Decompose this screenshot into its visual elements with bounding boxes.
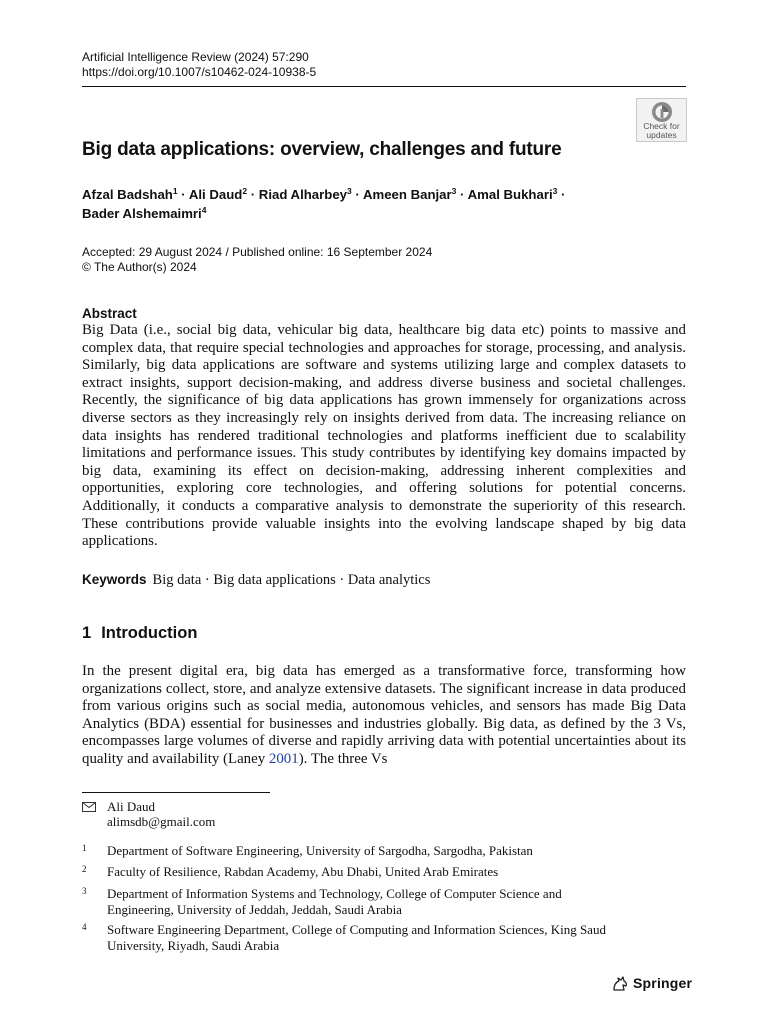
check-for-updates-badge[interactable] [636, 98, 687, 142]
affiliation-text: Department of Software Engineering, University of Sargodha, Sargodha, Pakistan [107, 843, 533, 858]
envelope-icon [82, 802, 96, 812]
affiliation-text: Department of Information Systems and Technology, College of Computer Science and Engineering, University of Jeddah, Jeddah, Saudi Arabia [107, 886, 562, 917]
author-name: Afzal Badshah [82, 187, 173, 202]
author-separator: · [247, 187, 259, 202]
author-name: Ameen Banjar [362, 187, 452, 202]
author-affiliation-marker: 3 [552, 186, 558, 196]
keywords-label: Keywords [82, 572, 147, 587]
paper-title: Big data applications: overview, challenges and future [82, 139, 562, 160]
author-name: Amal Bukhari [467, 187, 553, 202]
author-separator: · [456, 187, 468, 202]
author-separator: · [557, 187, 566, 202]
section-number: 1 [82, 624, 92, 642]
journal-header [82, 50, 316, 80]
author [82, 187, 189, 202]
publisher-name: Springer [633, 975, 693, 991]
author-affiliation-marker: 4 [201, 205, 207, 215]
springer-horse-icon [611, 975, 629, 992]
keywords-list: Big data · Big data applications · Data analytics [152, 572, 431, 588]
author [82, 206, 206, 221]
author-separator: · [351, 187, 363, 202]
abstract-text: Big Data (i.e., social big data, vehicular big data, healthcare big data etc) points to massive and complex data, that require special technologies and approaches for storage, processing, and analysis. Similarly, big data applications are software and systems utilizing large and complex datasets to extract insights, support decision-making, and address diverse business and societal challenges. Recently, the significance of big data applications has grown immensely for organizations across diverse sectors as they increasingly rely on insights derived from data. The increasing reliance on data insights has rendered traditional technologies and platforms inefficient due to scalability limitations and performance issues. This study contributes by identifying key domains impacted by big data, examining its effect on decision-making, addressing inherent complexities and opportunities, exploring core technologies, and offering solutions for potential concerns. Additionally, it conducts a comparative analysis to demonstrate the superiority of this research. These contributions provide valuable insights into the evolving landscape shaped by big data applications. [82, 322, 686, 550]
author-name: Riad Alharbey [258, 187, 347, 202]
copyright-notice: © The Author(s) 2024 [82, 260, 197, 274]
publication-dates [82, 245, 432, 275]
check-updates-icon [651, 101, 673, 123]
corresponding-author-name: Ali Daud [107, 799, 156, 814]
footnote-rule [82, 792, 270, 793]
doi-link[interactable]: https://doi.org/10.1007/s10462-024-10938-5 [82, 65, 317, 79]
author [468, 187, 566, 202]
corresponding-author-email[interactable]: alimsdb@gmail.com [107, 814, 216, 829]
introduction-text [82, 663, 686, 769]
affiliation-number: 2 [82, 864, 87, 874]
check-updates-line2: updates [646, 130, 677, 140]
author [189, 187, 259, 202]
author [363, 187, 468, 202]
check-updates-line1: Check for [643, 121, 680, 131]
affiliation-number: 4 [82, 922, 87, 932]
header-rule [82, 86, 686, 87]
journal-citation: Artificial Intelligence Review (2024) 57:290 [82, 50, 309, 64]
author-list [82, 185, 702, 223]
author-affiliation-marker: 1 [172, 186, 178, 196]
affiliation-text: Software Engineering Department, College of Computing and Information Sciences, King Saud University, Riyadh, Saudi Arabia [107, 922, 606, 953]
accepted-published-dates: Accepted: 29 August 2024 / Published online: 16 September 2024 [82, 245, 433, 259]
affiliation-text: Faculty of Resilience, Rabdan Academy, Abu Dhabi, United Arab Emirates [107, 864, 499, 879]
keywords [82, 571, 430, 589]
intro-text-after: ). The three Vs [298, 750, 388, 767]
affiliation-number: 1 [82, 843, 87, 853]
abstract-heading: Abstract [82, 306, 137, 321]
affiliation-item [82, 922, 662, 953]
intro-text-before: In the present digital era, big data has emerged as a transformative force, transforming how organizations collect, store, and analyze extensive datasets. The significant increase in data produced from various origins such as social media, autonomous vehicles, and sensors has made Big Data Analytics (BDA) essential for businesses and industries globally. Big data, as defined by the 3 Vs, encompasses large volumes of diverse and rapidly arriving data with potential uncertainties about its quality and availability (Laney [82, 663, 686, 767]
affiliation-item [82, 886, 602, 917]
affiliation-item [82, 864, 686, 880]
author-affiliation-marker: 3 [346, 186, 352, 196]
author [259, 187, 363, 202]
author-name: Bader Alshemaimri [82, 206, 202, 221]
citation-link[interactable]: 2001 [268, 750, 299, 767]
section-heading [82, 624, 197, 643]
author-affiliation-marker: 3 [451, 186, 457, 196]
affiliation-item [82, 843, 686, 859]
author-separator: · [177, 187, 189, 202]
section-title: Introduction [101, 624, 198, 642]
author-name: Ali Daud [188, 187, 243, 202]
affiliation-number: 3 [82, 886, 87, 896]
author-affiliation-marker: 2 [242, 186, 248, 196]
